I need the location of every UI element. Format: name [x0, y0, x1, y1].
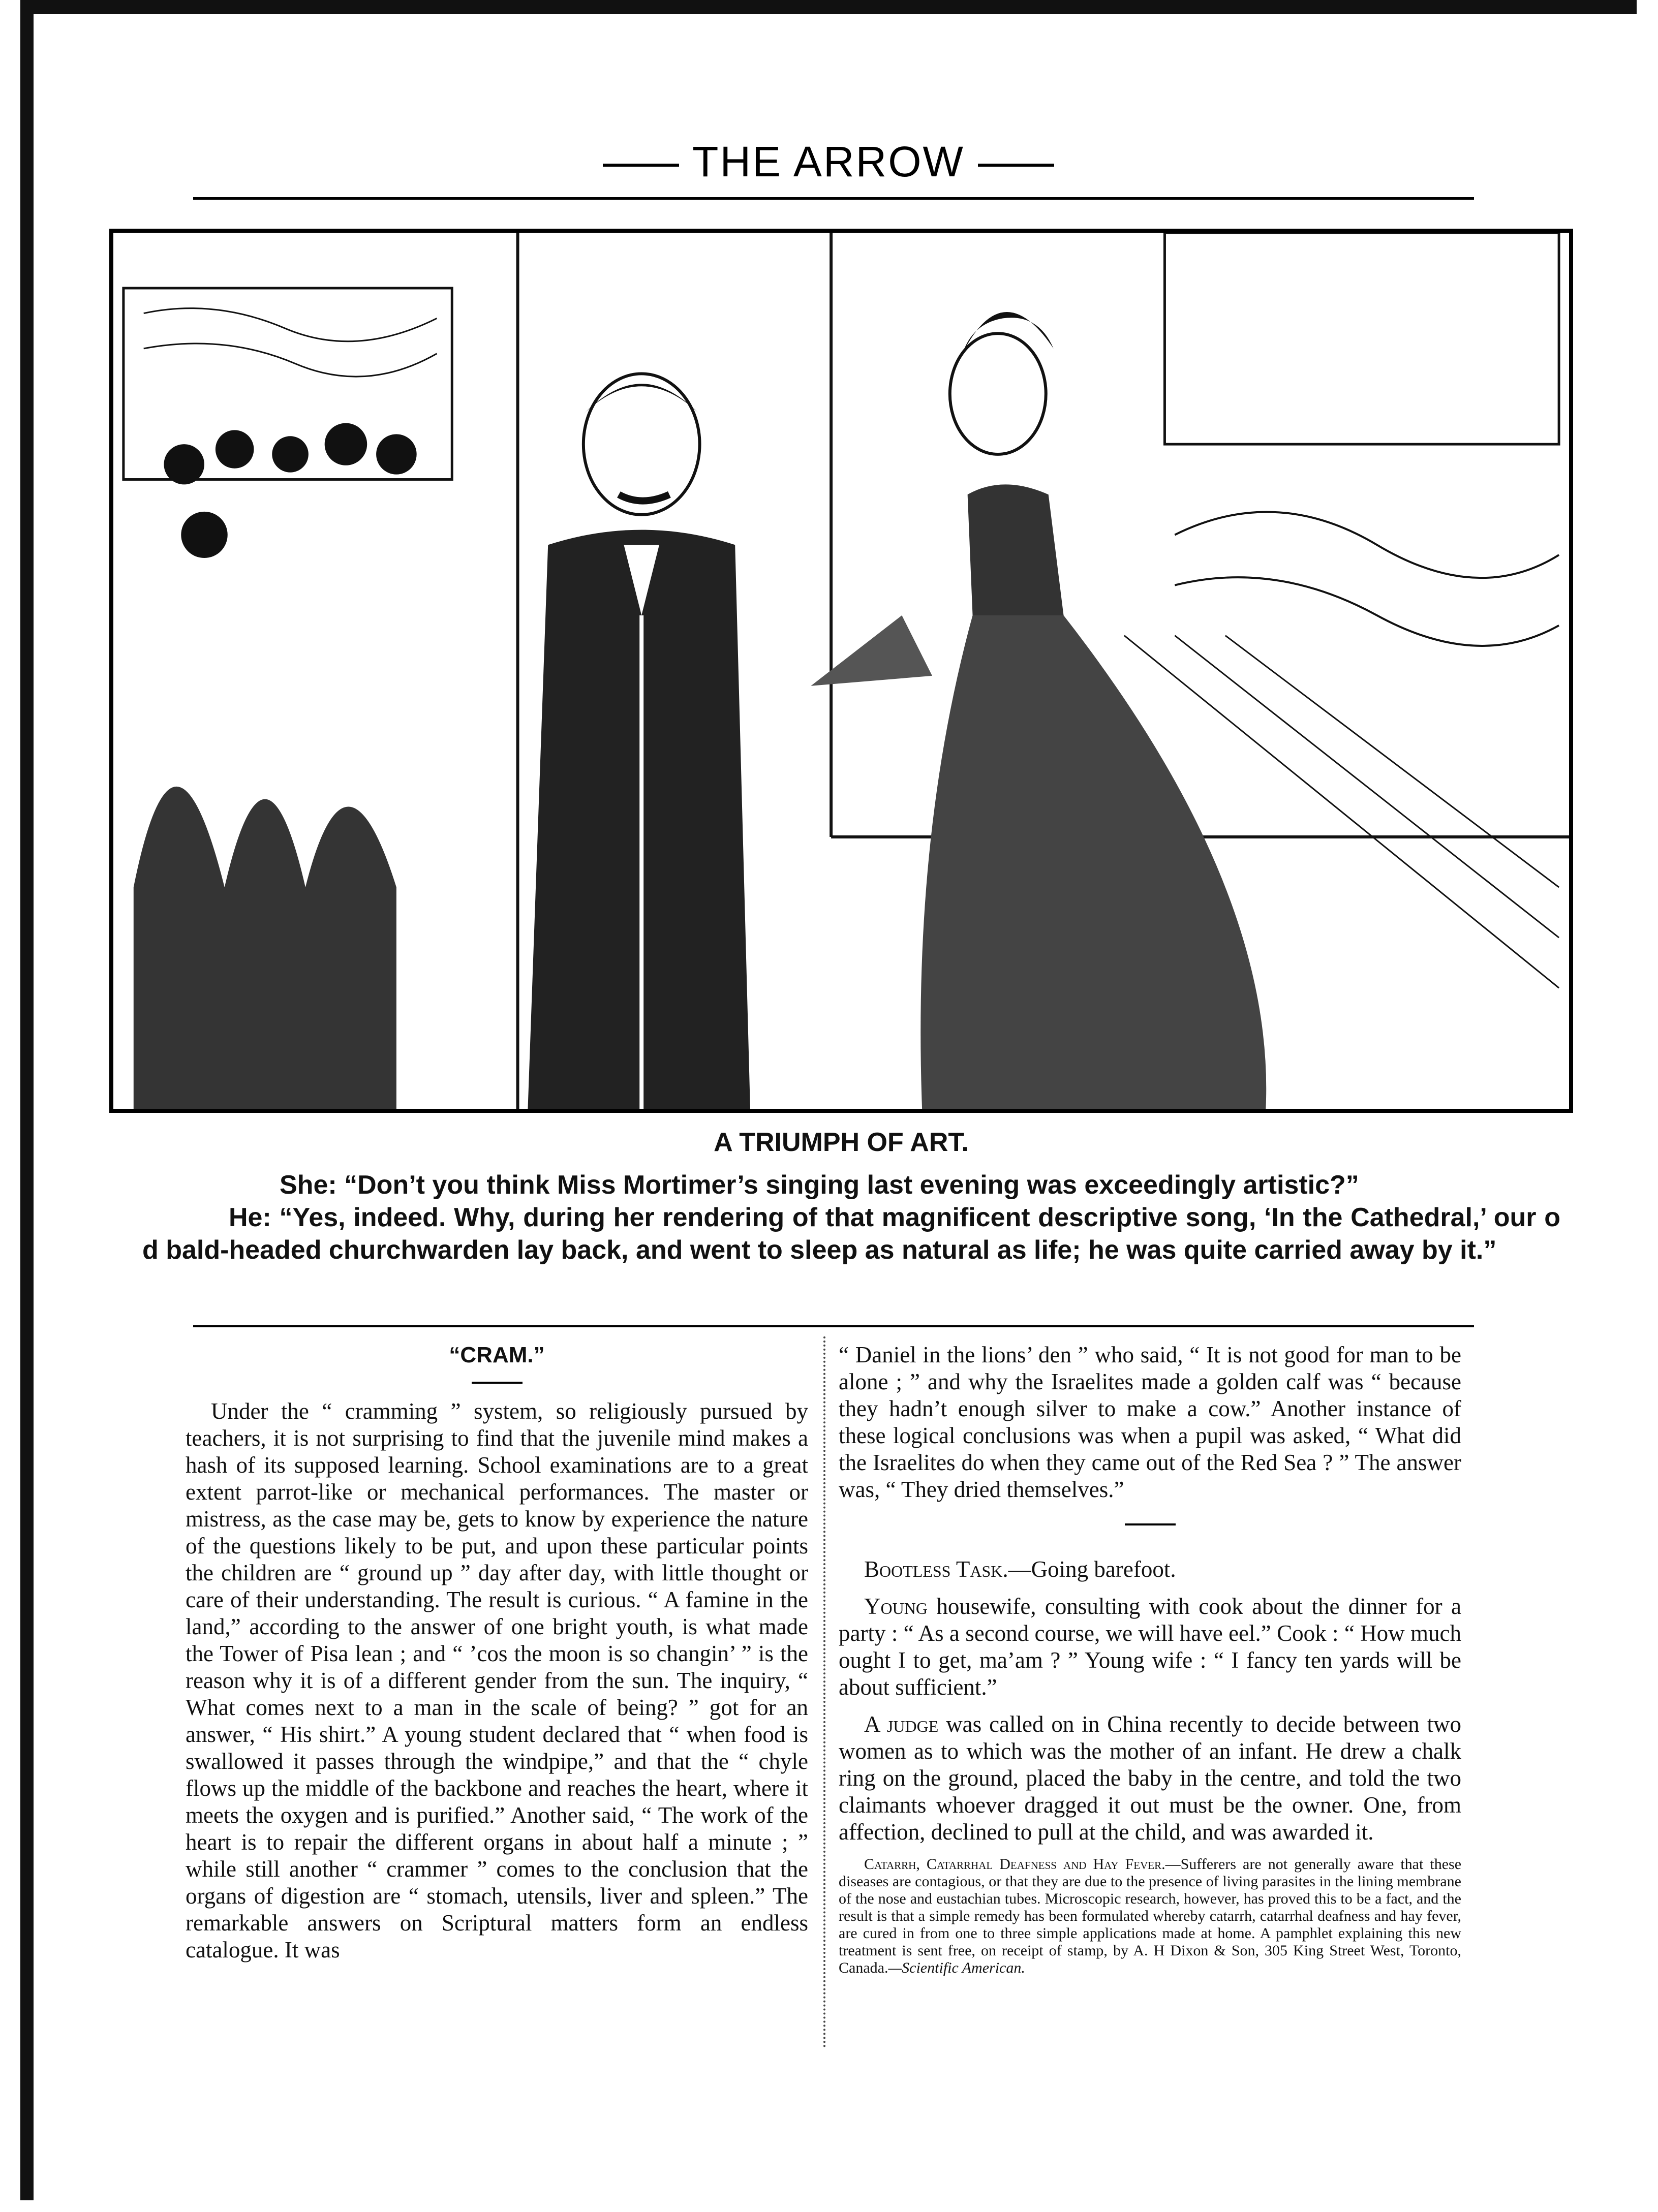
- young-text: housewife, consulting with cook about the dinner for a party : “ As a second course, we will have eel.” Cook : “ How much ought I to get, ma’am ? ” Young wife : “ I fancy ten yards will be about sufficient.”: [839, 1594, 1462, 1700]
- column-divider: [823, 1336, 827, 2048]
- notice-text: —Sufferers are not generally aware that these diseases are contagious, or that they are due to the presence of living parasites in the lining membrane of the nose and eustachian tubes. Microscopic research, however, has proved this to be a fact, and the result is that a simple remedy has been formulated whereby catarrh, catarrhal deafness and hay fever, are cured in from one to three simple applications made at home. A pamphlet explaining this new treatment is sent free, on receipt of stamp, by A. H Dixon & Son, 305 King Street West, Toronto, Canada.: [839, 1856, 1462, 1976]
- cartoon-illustration: [109, 229, 1573, 1113]
- masthead-title: THE ARROW: [692, 138, 965, 185]
- housewife-paragraph: [839, 1593, 1461, 1701]
- page-left-edge: [20, 0, 34, 2200]
- masthead-dash-right: [978, 164, 1054, 167]
- masthead: [193, 137, 1464, 186]
- notice-source: —Scientific American.: [888, 1959, 1025, 1976]
- cram-continuation: “ Daniel in the lions’ den ” who said, “ It is not good for man to be alone ; ” and why the Israelites made a golden calf was “ because they hadn’t enough silver to make a cow.” Another instance of these logical conclusions was when a pupil was asked, “ What did the Israelites do when they came out of the Red Sea ? ” The answer was, “ They dried themselves.”: [839, 1342, 1461, 1502]
- judge-paragraph: [839, 1711, 1461, 1846]
- cartoon-caption-title: A TRIUMPH OF ART.: [714, 1128, 969, 1157]
- caption-she-line: She: “Don’t you think Miss Mortimer’s singing last evening was exceedingly artistic?”: [280, 1170, 1359, 1200]
- cram-title: “CRAM.”: [449, 1343, 545, 1367]
- cartoon-drawing: [113, 233, 1569, 1109]
- masthead-dash-left: [603, 164, 679, 167]
- right-section-rule: [1125, 1523, 1176, 1525]
- cram-article: [186, 1342, 808, 1967]
- judge-text: was called on in China recently to decide between two women as to which was the mother of an infant. He drew a chalk ring on the ground, placed the baby in the centre, and told the two claimants whoever dragged it out must be the owner. One, from affection, declined to pull at the child, and was awarded it.: [839, 1711, 1462, 1845]
- judge-lead: A judge: [864, 1711, 939, 1737]
- cram-body: Under the “ cramming ” system, so religiously pursued by teachers, it is not surprising to find that the juvenile mind makes a hash of its supposed learning. School examinations are to a great extent parrot-like or mechanical performances. The master or mistress, as the case may be, gets to know by experience the nature of the questions likely to be put, and upon these particular points the children are “ ground up ” day after day, with little thought or care of their understanding. The result is curious. “ A famine in the land,” according to the answer of one bright youth, is what made the Tower of Pisa lean ; and “ ’cos the moon is so changin’ ” is the reason why it is of a different gender from the sun. The inquiry, “ What comes next to a man in the scale of being? ” got for an answer, “ His shirt.” A young student declared that “ when food is swallowed it passes through the windpipe,” and that the “ chyle flows up the middle of the backbone and reaches the heart, where it meets the oxygen and is purified.” Another said, “ The work of the heart is to repair the different organs in about half a minute ; ” while still another “ crammer ” comes to the conclusion that the organs of digestion are “ stomach, utensils, liver and spleen.” The remarkable answers on Scriptural matters form an endless catalogue. It was: [186, 1398, 808, 1962]
- notice-lead: Catarrh, Catarrhal Deafness and Hay Fever.: [864, 1856, 1165, 1873]
- young-lead: Young: [864, 1594, 928, 1619]
- bootless-text: —Going barefoot.: [1008, 1556, 1176, 1582]
- caption-he-line: He: “Yes, indeed. Why, during her rendering of that magnificent descriptive song, ‘In the Cathedral,’ our o d bald-headed churchwarden lay back, and went to sleep as natural as life; he was quite carried away by it.”: [142, 1203, 1560, 1265]
- masthead-rule: [193, 197, 1474, 200]
- bootless-paragraph: [839, 1556, 1461, 1583]
- section-rule: [193, 1325, 1474, 1327]
- page-top-edge: [20, 0, 1637, 14]
- catarrh-notice: [839, 1856, 1461, 1977]
- bootless-lead: Bootless Task.: [864, 1556, 1008, 1582]
- right-column: [839, 1342, 1461, 1980]
- cram-title-rule: [472, 1382, 523, 1384]
- cartoon-caption: [142, 1169, 1560, 1266]
